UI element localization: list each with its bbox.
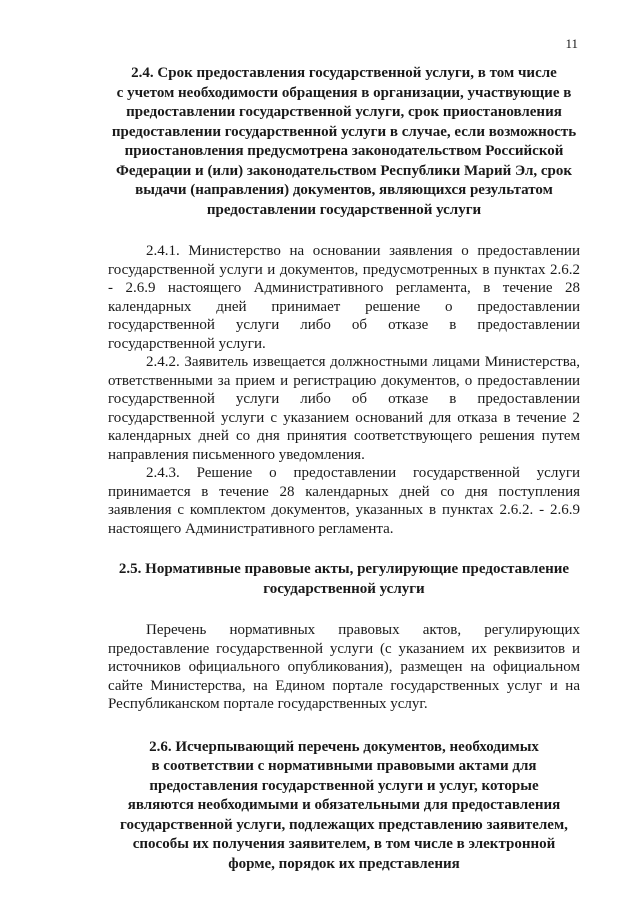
section-2-5-heading [108, 560, 580, 599]
paragraph-2-5: Перечень нормативных правовых актов, регулирующих предоставление государственной услуги (с указанием их реквизитов и источников официального опубликования), размещен на официальном сайте Министерства, на Едином портале государственных услуг и на Республиканском портале государственных услуг. [108, 622, 580, 712]
heading-line: Федерации и (или) законодательством Республики Марий Эл, срок [115, 162, 573, 179]
heading-line: являются необходимыми и обязательными для предоставления [127, 797, 561, 813]
heading-line: выдачи (направления) документов, являющихся результатом [135, 182, 553, 198]
paragraph-2-4-3: 2.4.3. Решение о предоставлении государственной услуги принимается в течение 28 календарных дней со дня поступления заявления с комплектом документов, указанных в пунктах 2.6.2. - 2.6.9 настоящего Административного регламента. [108, 465, 580, 537]
heading-line: 2.6. Исчерпывающий перечень документов, необходимых [149, 738, 539, 755]
heading-line: с учетом необходимости обращения в организации, участвующие в [116, 84, 572, 101]
heading-line: 2.5. Нормативные правовые акты, регулирующие предоставление [118, 561, 570, 577]
heading-line: предоставлении государственной услуги [206, 201, 482, 218]
paragraph-2-4-1: 2.4.1. Министерство на основании заявления о предоставлении государственной услуги и документов, предусмотренных в пунктах 2.6.2 - 2.6.9 настоящего Административного регламента, в течение 28 календарных дней принимает решение о предоставлении государственной услуги либо об отказе в предоставлении государственной услуги. [108, 243, 580, 352]
heading-line: приостановления предусмотрена законодательством Российской [124, 143, 564, 159]
section-2-4-heading [108, 64, 580, 220]
heading-line: форме, порядок их представления [228, 855, 460, 872]
section-2-6-heading [108, 738, 580, 875]
paragraph-2-4-2: 2.4.2. Заявитель извещается должностными лицами Министерства, ответственными за прием и регистрацию документов, о предоставлении государственной услуги либо об отказе в предоставлении государственной услуги с указанием оснований для отказа в течение 2 календарных дней со дня принятия соответствующего решения путем направления письменного уведомления. [108, 354, 580, 463]
heading-line: государственной услуги, подлежащих представлению заявителем, [120, 816, 568, 833]
heading-line: 2.4. Срок предоставления государственной услуги, в том числе [131, 65, 557, 81]
heading-line: способы их получения заявителем, в том числе в электронной [132, 836, 556, 852]
heading-line: предоставлении государственной услуги, срок приостановления [126, 104, 562, 120]
heading-line: в соответствии с нормативными правовыми актами для [151, 758, 537, 774]
page-number: 11 [565, 36, 578, 51]
document-body [108, 64, 580, 874]
heading-line: предоставления государственной услуги и услуг, которые [149, 777, 539, 794]
heading-line: государственной услуги [263, 580, 425, 597]
heading-line: предоставлении государственной услуги в случае, если возможность [111, 123, 577, 140]
